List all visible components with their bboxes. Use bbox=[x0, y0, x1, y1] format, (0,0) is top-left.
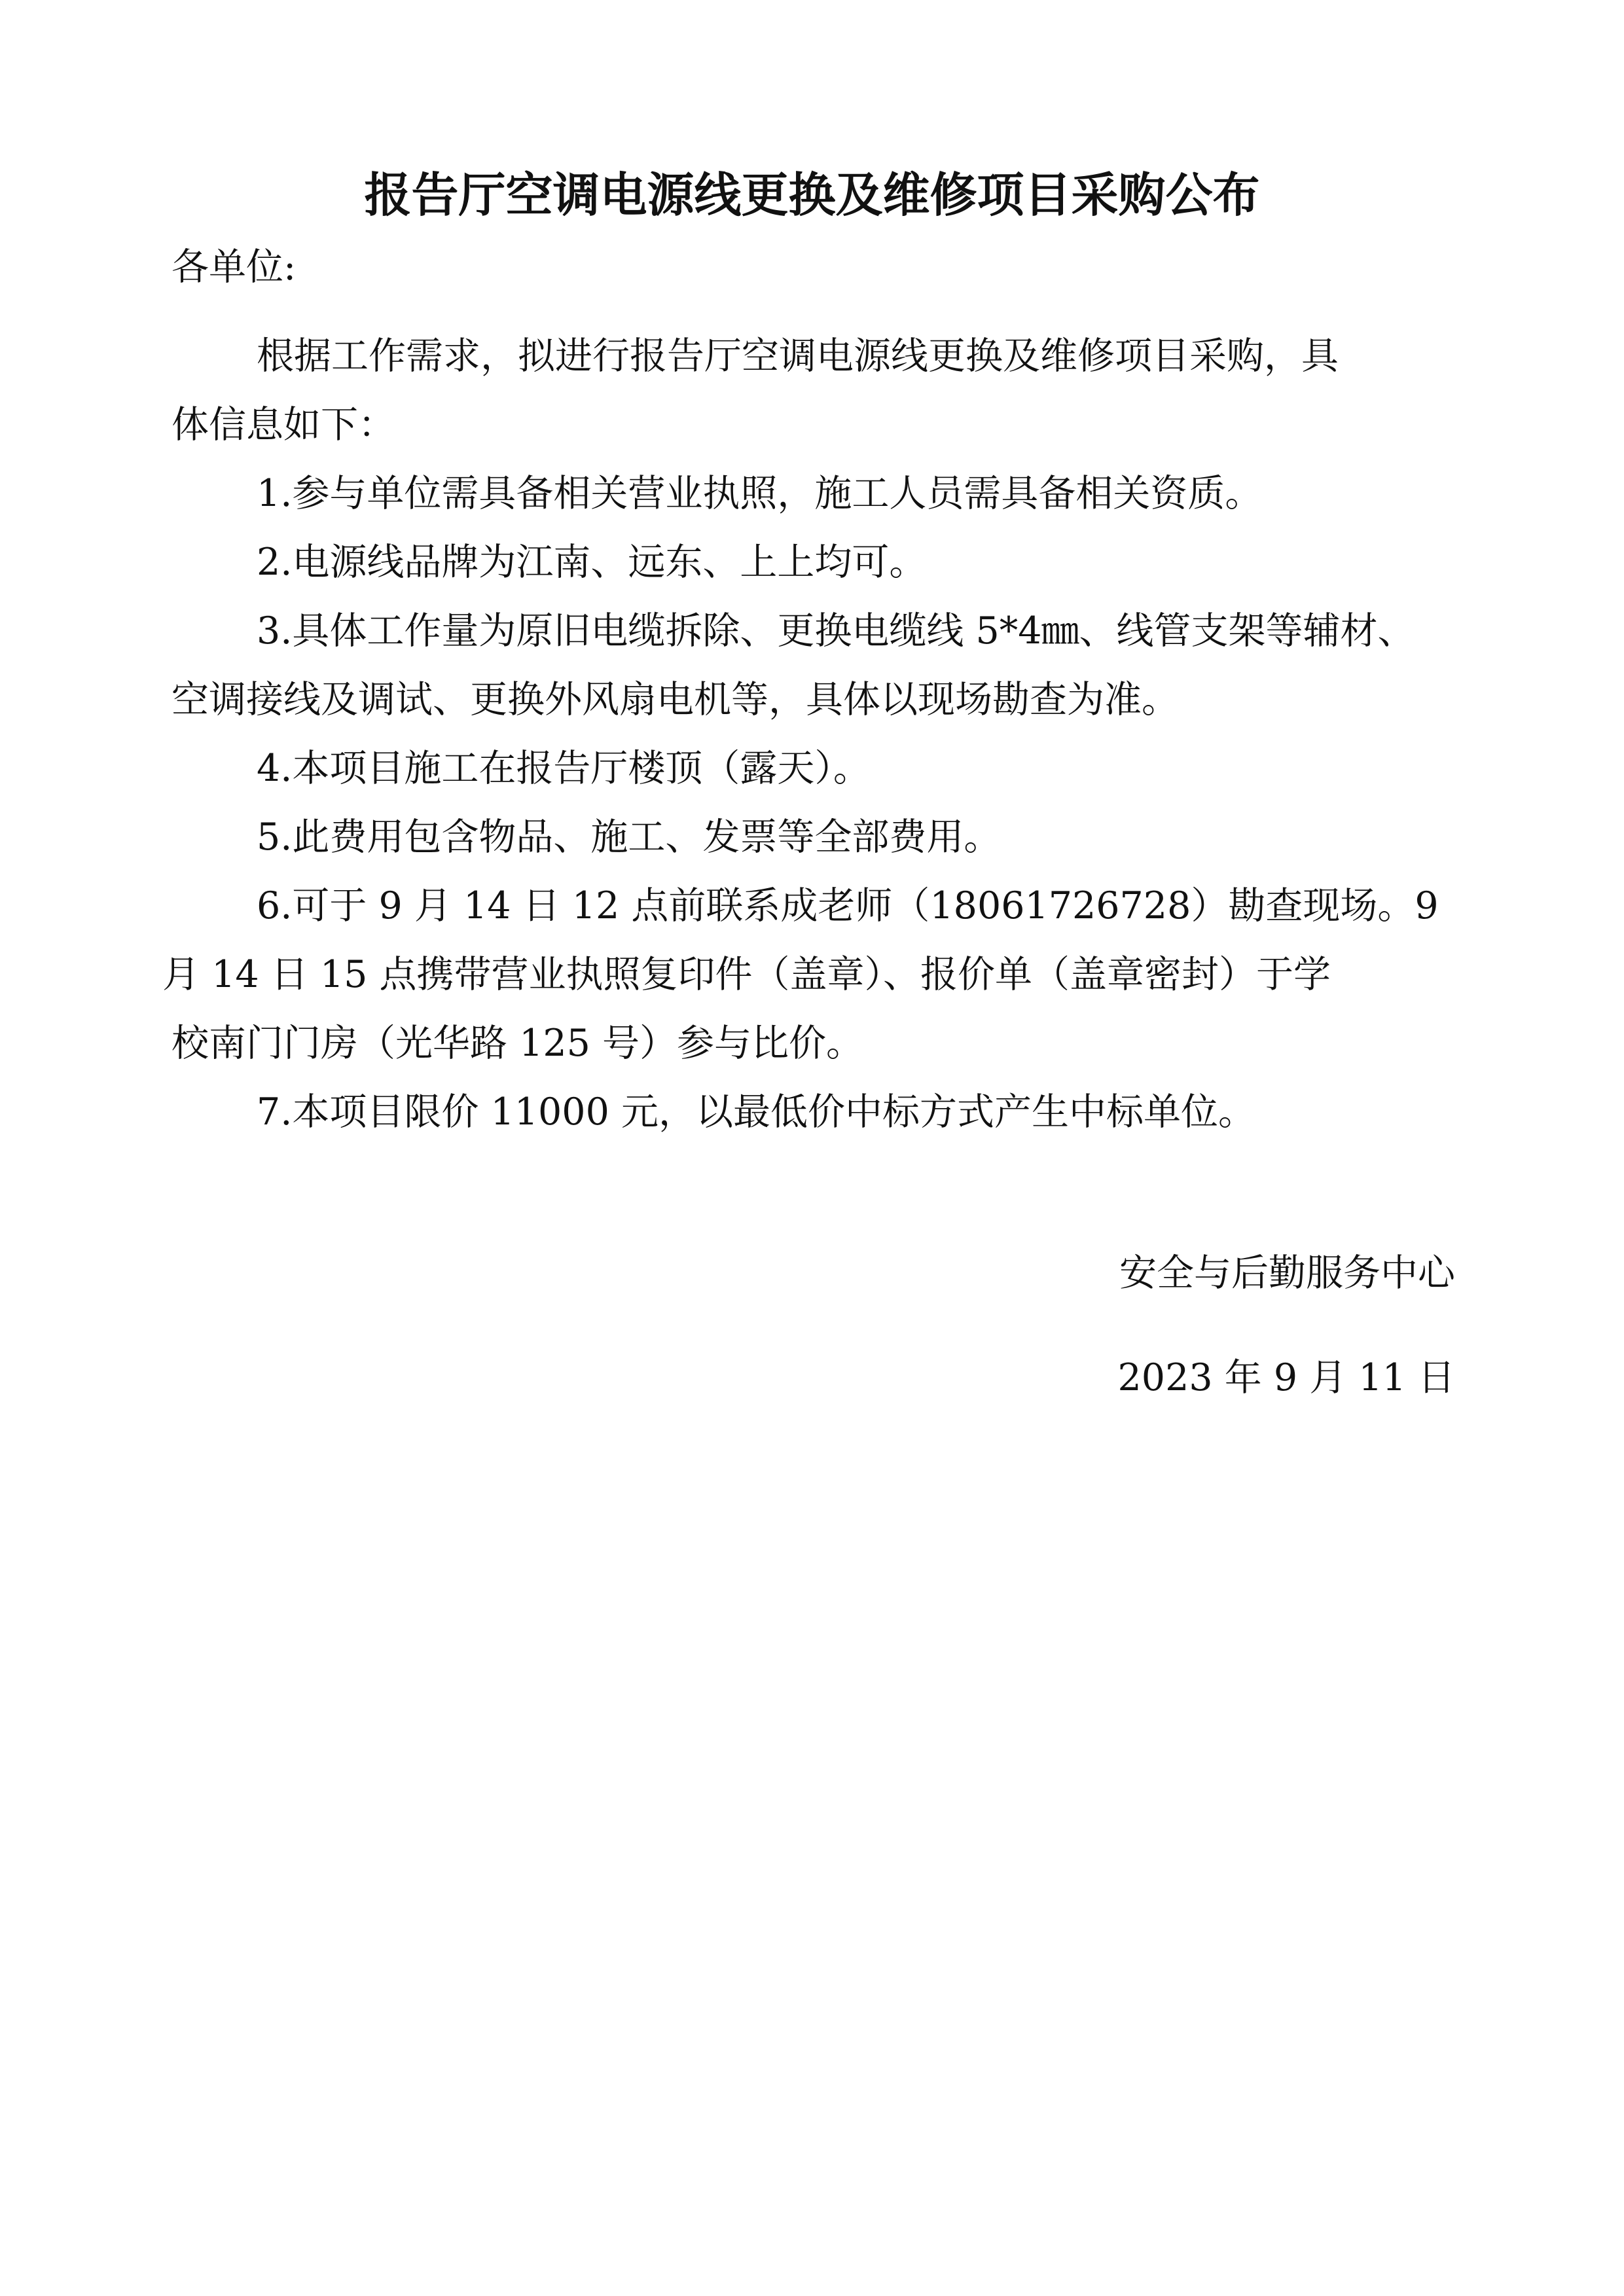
salutation: 各单位: bbox=[171, 245, 297, 289]
item-7: 7.本项目限价 11000 元，以最低价中标方式产生中标单位。 bbox=[257, 1090, 1255, 1134]
item-5: 5.此费用包含物品、施工、发票等全部费用。 bbox=[257, 816, 1001, 859]
signature-date: 2023 年 9 月 11 日 bbox=[1117, 1356, 1455, 1399]
item-6-line-3: 校南门门房（光华路 125 号）参与比价。 bbox=[171, 1022, 864, 1065]
item-2: 2.电源线品牌为江南、远东、上上均可。 bbox=[257, 541, 927, 584]
item-4: 4.本项目施工在报告厅楼顶（露天）。 bbox=[257, 747, 871, 790]
item-6-line-2: 月 14 日 15 点携带营业执照复印件（盖章）、报价单（盖章密封）于学 bbox=[162, 953, 1331, 996]
item-1: 1.参与单位需具备相关营业执照，施工人员需具备相关资质。 bbox=[257, 472, 1263, 515]
intro-line-2: 体信息如下： bbox=[171, 403, 395, 446]
item-6-line-1: 6.可于 9 月 14 日 12 点前联系成老师（18061726728）勘查现场。9 bbox=[257, 884, 1439, 927]
document-title: 报告厅空调电源线更换及维修项目采购公布 bbox=[364, 168, 1260, 223]
item-3-line-2: 空调接线及调试、更换外风扇电机等，具体以现场勘查为准。 bbox=[171, 678, 1179, 721]
intro-line-1: 根据工作需求，拟进行报告厅空调电源线更换及维修项目采购，具 bbox=[257, 334, 1339, 378]
document-body bbox=[162, 322, 1481, 1147]
signature-organization: 安全与后勤服务中心 bbox=[1119, 1251, 1455, 1295]
item-3-line-1: 3.具体工作量为原旧电缆拆除、更换电缆线 5*4㎜、线管支架等辅材、 bbox=[257, 609, 1415, 653]
